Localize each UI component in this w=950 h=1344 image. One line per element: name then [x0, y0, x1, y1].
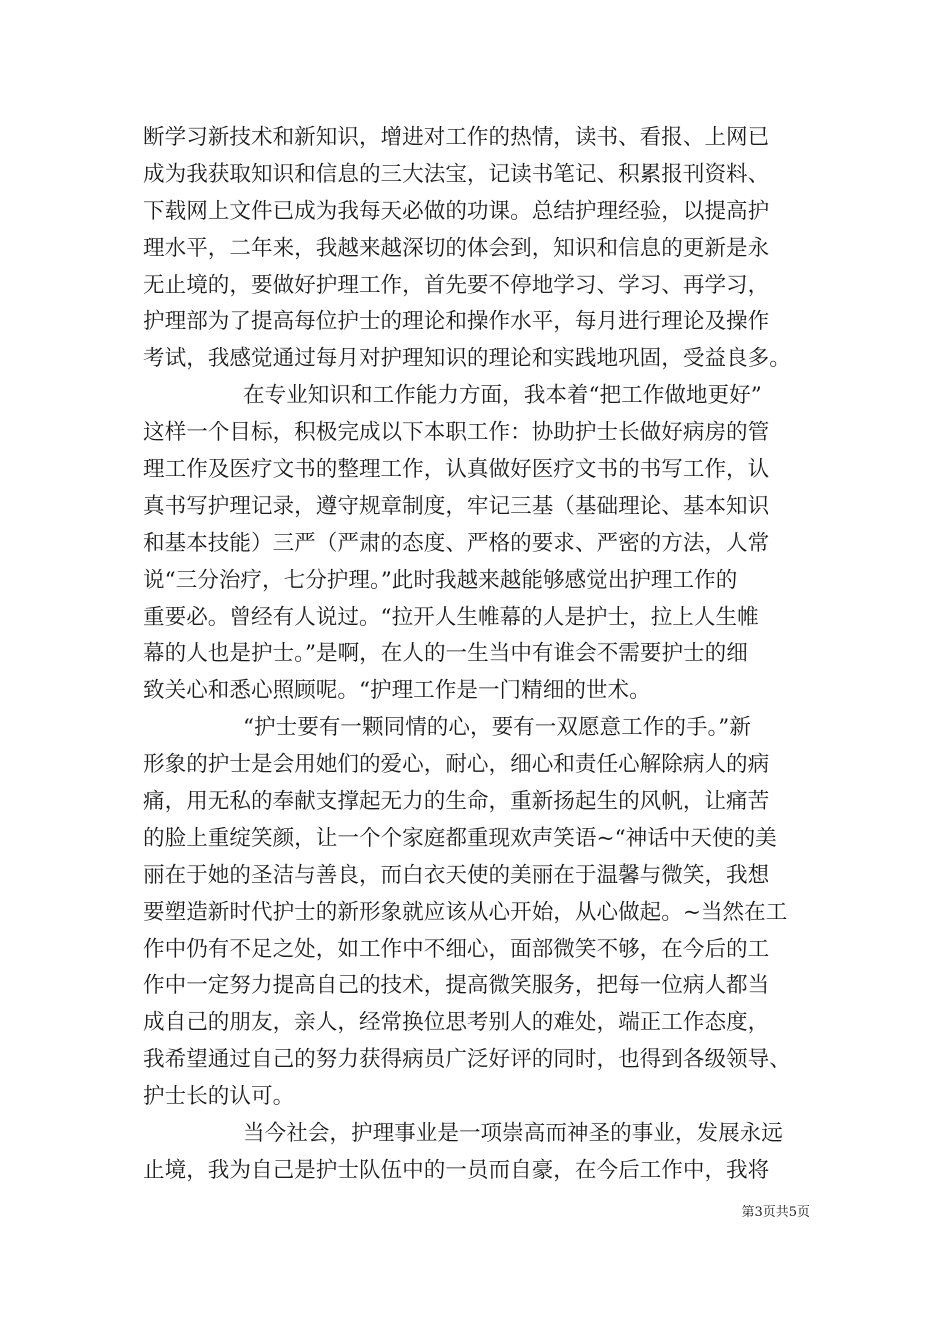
text-line: 重要必。曾经有人说过。“拉开人生帷幕的人是护士，拉上人生帷 [143, 604, 759, 630]
text-line: 要塑造新时代护士的新形象就应该从心开始，从心做起。~当然在工 [143, 899, 788, 925]
paragraph-start-line: 在专业知识和工作能力方面，我本着“把工作做地更好” [243, 383, 762, 409]
text-line: 无止境的，要做好护理工作，首先要不停地学习、学习、再学习， [143, 272, 770, 298]
paragraph-start-line: 当今社会，护理事业是一项崇高而神圣的事业，发展永远 [243, 1121, 783, 1147]
page-number-footer: 第3页共5页 [741, 1205, 810, 1220]
text-line: 的脸上重绽笑颜，让一个个家庭都重现欢声笑语~“神话中天使的美 [143, 825, 777, 851]
text-line: 说“三分治疗，七分护理。”此时我越来越能够感觉出护理工作的 [143, 567, 738, 593]
paragraph-start-line: “护士要有一颗同情的心，要有一双愿意工作的手。”新 [243, 715, 751, 741]
text-line: 下载网上文件已成为我每天必做的功课。总结护理经验，以提高护 [143, 198, 770, 224]
text-line: 成为我获取知识和信息的三大法宝，记读书笔记、积累报刊资料、 [143, 161, 770, 187]
text-line: 形象的护士是会用她们的爱心，耐心，细心和责任心解除病人的病 [143, 752, 770, 778]
text-line: 护理部为了提高每位护士的理论和操作水平，每月进行理论及操作 [143, 309, 770, 335]
text-line: 作中仍有不足之处，如工作中不细心，面部微笑不够，在今后的工 [143, 936, 770, 962]
body-text [143, 120, 815, 1190]
text-line: 止境，我为自己是护士队伍中的一员而自豪，在今后工作中，我将 [143, 1157, 770, 1183]
text-line: 考试，我感觉通过每月对护理知识的理论和实践地巩固，受益良多。 [143, 346, 791, 372]
text-line: 和基本技能）三严（严肃的态度、严格的要求、严密的方法，人常 [143, 530, 770, 556]
text-line: 我希望通过自己的努力获得病员广泛好评的同时，也得到各级领导、 [143, 1047, 791, 1073]
text-line: 痛，用无私的奉献支撑起无力的生命，重新扬起生的风帆，让痛苦 [143, 789, 770, 815]
text-line: 成自己的朋友，亲人，经常换位思考别人的难处，端正工作态度， [143, 1010, 770, 1036]
text-line: 丽在于她的圣洁与善良，而白衣天使的美丽在于温馨与微笑，我想 [143, 862, 770, 888]
text-line: 作中一定努力提高自己的技术，提高微笑服务，把每一位病人都当 [143, 973, 770, 999]
text-line: 真书写护理记录，遵守规章制度，牢记三基（基础理论、基本知识 [143, 493, 770, 519]
text-line: 断学习新技术和新知识，增进对工作的热情，读书、看报、上网已 [143, 125, 770, 150]
text-line: 这样一个目标，积极完成以下本职工作：协助护士长做好病房的管 [143, 420, 770, 446]
text-line: 理水平，二年来，我越来越深切的体会到，知识和信息的更新是永 [143, 235, 770, 261]
text-line: 致关心和悉心照顾呢。“护理工作是一门精细的世术。 [143, 678, 651, 704]
text-line: 理工作及医疗文书的整理工作，认真做好医疗文书的书写工作，认 [143, 457, 770, 483]
text-line: 幕的人也是护士。”是啊，在人的一生当中有谁会不需要护士的细 [143, 641, 748, 667]
text-line: 护士长的认可。 [143, 1084, 295, 1110]
